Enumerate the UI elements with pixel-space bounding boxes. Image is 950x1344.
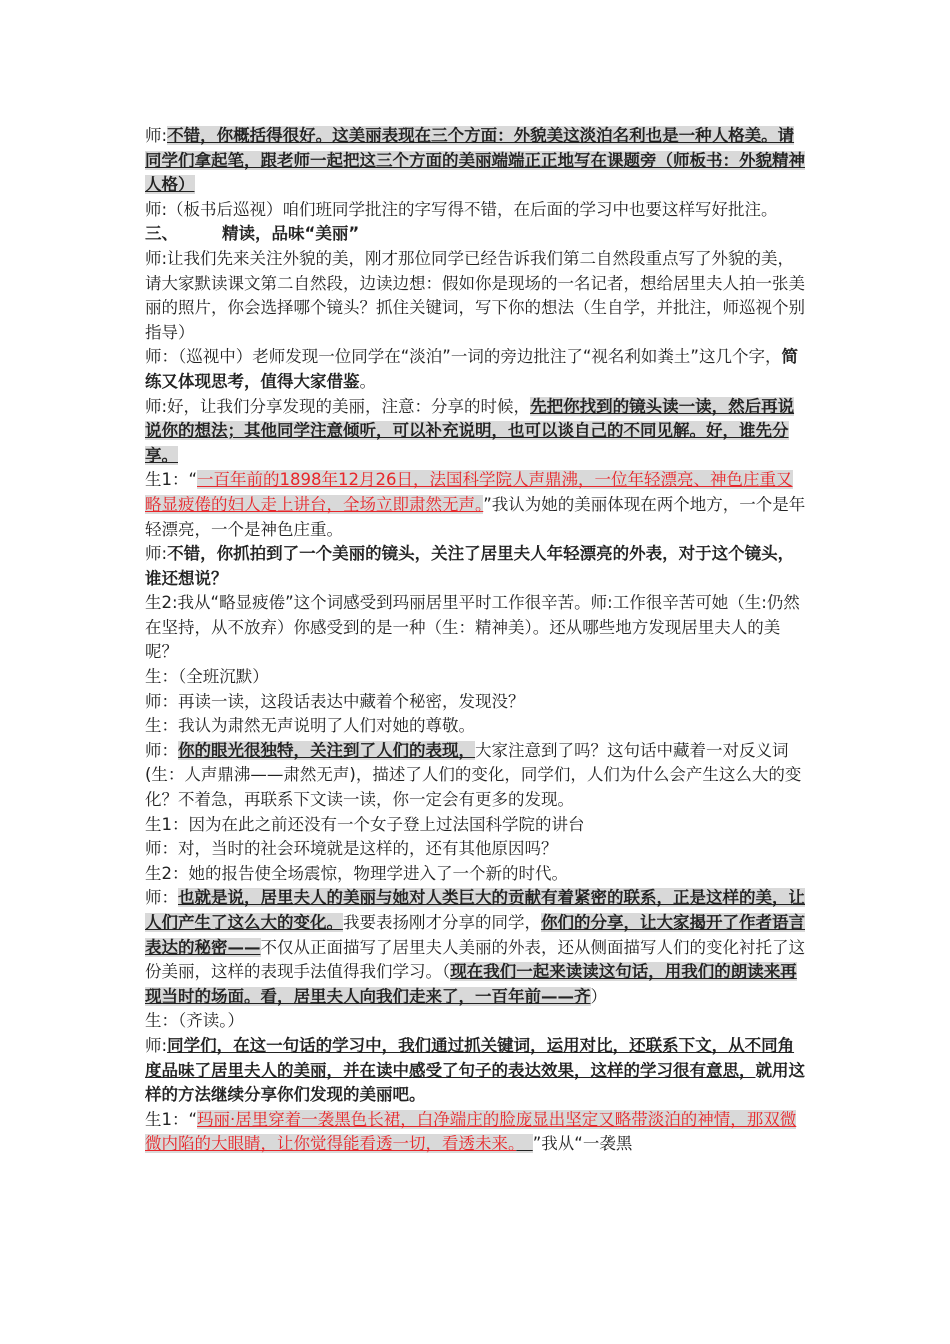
p-teacher-lens xyxy=(145,542,809,591)
p-teacher-discover xyxy=(145,345,809,394)
p-student-read xyxy=(145,1009,809,1034)
p-teacher-patrol xyxy=(145,198,809,223)
text-run: 一百年前的1898年12月26日，法国科学院人声鼎沸，一位年轻漂亮、神色庄重又略显疲倦的妇人走上讲台，全场立即肃然无声。 xyxy=(145,470,793,514)
text-run: 师：再读一读，这段话表达中藏着个秘密，发现没？ xyxy=(145,691,525,711)
text-run: 简练又体现思考，值得大家借鉴 xyxy=(145,347,798,391)
text-run: ） xyxy=(590,986,607,1006)
text-run: 现在我们一起来读读这句话，用我们的朗读来再现当时的场面。看，居里夫人向我们走来了，一百年前——齐 xyxy=(145,962,797,1006)
p-teacher-other xyxy=(145,837,809,862)
text-run: 生1：“ xyxy=(145,470,198,490)
text-run: 精读，品味“美丽” xyxy=(222,224,360,244)
text-run: 不错，你抓拍到了一个美丽的镜头，关注了居里夫人年轻漂亮的外表，对于这个镜头，谁还想说？ xyxy=(145,544,795,588)
text-run: 三、 xyxy=(145,224,178,244)
text-run: 师：（巡视中）老师发现一位同学在“淡泊”一词的旁边批注了“视名利如粪土”这几个字， xyxy=(145,347,782,367)
text-run: 玛丽·居里穿着一袭黑色长裙，白净端庄的脸庞显出坚定又略带淡泊的神情，那双微微内陷的大眼睛，让你觉得能看透一切，看透未来。 xyxy=(145,1109,797,1154)
text-run: 师:（板书后巡视）咱们班同学批注的字写得不错，在后面的学习中也要这样写好批注。 xyxy=(145,199,778,219)
text-run: 生1：“ xyxy=(145,1109,198,1129)
text-run: 你们的分享，让大家揭开了作者语言表达的秘密—— xyxy=(145,913,805,957)
text-run: 生1：因为在此之前还没有一个女子登上过法国科学院的讲台 xyxy=(145,814,585,834)
p-student-respect xyxy=(145,714,809,739)
p-student-silent xyxy=(145,665,809,690)
text-run: 师： xyxy=(145,740,178,760)
p-teacher-summary xyxy=(145,124,809,198)
p-student2-report xyxy=(145,862,809,887)
text-run: 生：（齐读。） xyxy=(145,1011,244,1031)
p-teacher-method xyxy=(145,1034,809,1108)
text-run: 先把你找到的镜头读一读，然后再说说你的想法；其他同学注意倾听，可以补充说明，也可以谈自己的不同见解。好，谁先分享。 xyxy=(145,396,795,465)
text-run: 大家注意到了吗？这句话中藏着一对反义词(生：人声鼎沸——肃然无声)，描述了人们的变化，同学们，人们为什么会产生这么大的变化？不着急，再联系下文读一读，你一定会有更多的发现。 xyxy=(145,740,802,810)
p-student1-quote xyxy=(145,468,809,542)
text-run: 师：对，当时的社会环境就是这样的，还有其他原因吗？ xyxy=(145,839,558,859)
p-student2-tired xyxy=(145,591,809,665)
p-teacher-share xyxy=(145,395,809,469)
text-run: 同学们，在这一句话的学习中，我们通过抓关键词，运用对比，还联系下文，从不同角度品味了居里夫人的美丽，并在读中感受了句子的表达效果，这样的学习很有意思， xyxy=(145,1035,795,1080)
p-teacher-reread xyxy=(145,690,809,715)
text-run: 师:让我们先来关注外貌的美，刚才那位同学已经告诉我们第二自然段重点写了外貌的美，请大家默读课文第二自然段，边读边想：假如你是现场的一名记者，想给居里夫人拍一张美丽的照片，你会选择哪个镜头？抓住关键词，写下你的想法（生自学，并批注，师巡视个别指导） xyxy=(145,248,805,342)
text-run: 生：（全班沉默） xyxy=(145,667,269,687)
p-teacher-instruct xyxy=(145,247,809,345)
p-section-title xyxy=(145,222,809,247)
text-run: 师: xyxy=(145,1035,168,1055)
text-run: 不仅从正面描写了居里夫人美丽的外表，还从侧面描写人们的变化衬托了这份美丽，这样的表现手法值得我们学习。（ xyxy=(145,937,805,982)
text-run: 。 xyxy=(359,371,376,391)
p-student1-reason xyxy=(145,813,809,838)
text-run: 师: xyxy=(145,126,168,145)
text-run: 也就是说，居里夫人的美丽与她对人类巨大的贡献有着紧密的联系，正是这样的美，让人们产生了这么大的变化。 xyxy=(145,888,805,932)
text-run: ”我认为她的美丽体现在两个地方，一个是年轻漂亮，一个是神色庄重。 xyxy=(145,494,806,539)
text-run: ”我从“一袭黑 xyxy=(532,1134,633,1154)
p-teacher-secret xyxy=(145,886,809,1009)
text-run: 师: xyxy=(145,544,168,564)
text-run: 师:好，让我们分享发现的美丽，注意：分享的时候， xyxy=(145,396,531,416)
text-run: 我要表扬刚才分享的同学， xyxy=(343,913,541,932)
text-run: 师： xyxy=(145,888,178,908)
text-run: 生：我认为肃然无声说明了人们对她的尊敬。 xyxy=(145,716,475,736)
text-run: 就用这样的方法继续分享你们发现的美丽吧。 xyxy=(145,1060,805,1105)
document-page xyxy=(145,124,809,1157)
text-run: 不错，你概括得很好。这美丽表现在三个方面：外貌美这淡泊名利也是一种人格美。请同学们拿起笔，跟老师一起把这三个方面的美丽端端正正地写在课题旁（师板书：外貌精神人格） xyxy=(145,126,805,195)
text-run: 生2：她的报告使全场震惊，物理学进入了一个新的时代。 xyxy=(145,863,568,883)
text-run: 你的眼光很独特，关注到了人们的表现， xyxy=(178,740,475,760)
p-student1-black xyxy=(145,1108,809,1157)
p-teacher-unique xyxy=(145,739,809,813)
text-run: 生2:我从“略显疲倦”这个词感受到玛丽居里平时工作很辛苦。师:工作很辛苦可她（生:仍然在坚持，从不放弃）你感受到的是一种（生：精神美）。还从哪些地方发现居里夫人的美呢？ xyxy=(145,593,800,662)
text-run xyxy=(516,1134,533,1153)
